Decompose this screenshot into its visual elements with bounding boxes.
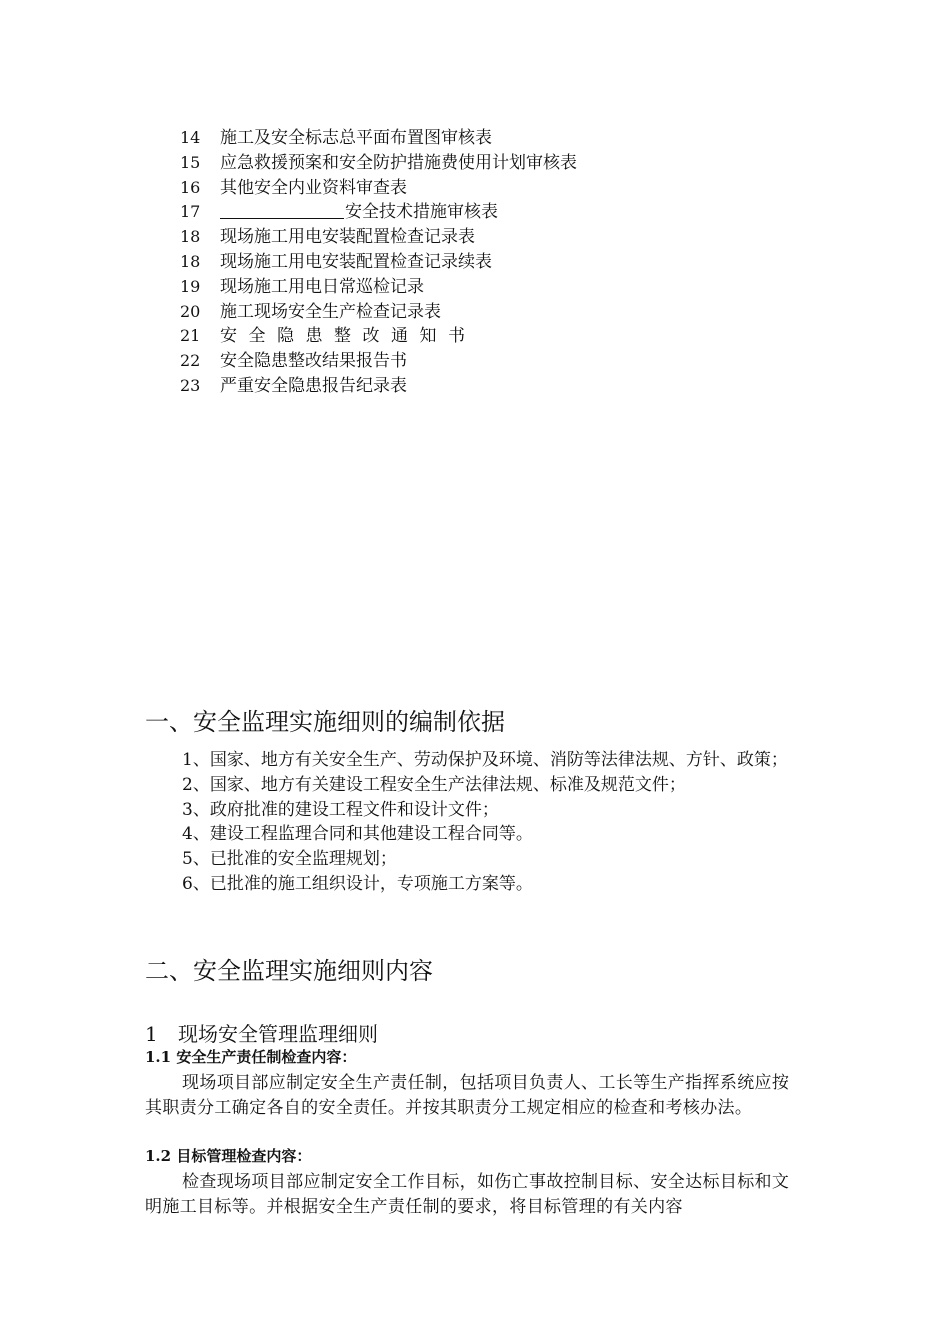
basis-item-number: 4 [182, 824, 193, 845]
basis-item-text: 、政府批准的建设工程文件和设计文件； [192, 799, 499, 820]
list-item-number: 20 [180, 301, 201, 321]
section-heading: 一、安全监理实施细则的编制依据 [145, 708, 505, 736]
basis-list [145, 748, 815, 897]
subsection-heading [145, 1020, 378, 1048]
basis-item-number: 5 [182, 849, 193, 870]
blank-underline [220, 201, 344, 219]
item-heading [145, 1046, 356, 1068]
list-item-number: 14 [180, 128, 201, 147]
body-paragraph: 检查现场项目部应制定安全工作目标，如伤亡事故控制目标、安全达标目标和文明施工目标等。并根据安全生产责任制的要求，将目标管理的有关内容 [145, 1172, 790, 1217]
basis-item-text: 、已批准的施工组织设计，专项施工方案等。 [192, 873, 533, 894]
list-item [180, 374, 820, 399]
list-item-text: 施工现场安全生产检查记录表 [220, 301, 441, 322]
list-item-number: 18 [180, 227, 201, 247]
list-item-text: 严重安全隐患报告纪录表 [220, 375, 407, 396]
list-item-number: 18 [180, 251, 201, 271]
basis-item [145, 822, 815, 847]
list-item-text: 安全隐患整改通知书 [220, 326, 477, 347]
basis-item-number: 3 [182, 799, 193, 820]
basis-item [145, 773, 815, 798]
list-item-number: 23 [180, 375, 201, 395]
list-item [180, 176, 820, 201]
list-item-number: 22 [180, 351, 201, 371]
basis-item-text: 、已批准的安全监理规划； [192, 849, 397, 870]
basis-item-text: 、国家、地方有关安全生产、劳动保护及环境、消防等法律法规、方针、政策； [192, 750, 788, 770]
subsection-number: 1 [145, 1022, 158, 1046]
list-item [180, 349, 820, 374]
form-list [180, 126, 820, 399]
basis-item [145, 847, 815, 872]
list-item-text: 应急救援预案和安全防护措施费使用计划审核表 [220, 152, 577, 173]
list-item [180, 324, 820, 349]
item-heading-title: 安全生产责任制检查内容： [176, 1048, 357, 1066]
list-item [180, 275, 820, 300]
item-heading-title: 目标管理检查内容： [176, 1147, 312, 1165]
list-item-text: 现场施工用电安装配置检查记录表 [220, 227, 475, 248]
list-item-number: 15 [180, 152, 201, 172]
list-item-text: 现场施工用电安装配置检查记录续表 [220, 251, 492, 272]
list-item [180, 250, 820, 275]
list-item-number: 17 [180, 202, 201, 222]
list-item-number: 21 [180, 326, 201, 346]
item-heading-number: 1.2 [145, 1147, 172, 1165]
subsection-title: 现场安全管理监理细则 [178, 1022, 378, 1046]
basis-item-text: 、国家、地方有关建设工程安全生产法律法规、标准及规范文件； [192, 774, 686, 795]
body-paragraph: 现场项目部应制定安全生产责任制，包括项目负责人、工长等生产指挥系统应按其职责分工确定各自的安全责任。并按其职责分工规定相应的检查和考核办法。 [145, 1073, 790, 1118]
basis-item-number: 6 [182, 873, 193, 894]
item-heading [145, 1145, 311, 1167]
basis-item [145, 798, 815, 823]
basis-item [145, 748, 815, 773]
basis-item [145, 872, 815, 897]
list-item-text: 现场施工用电日常巡检记录 [220, 276, 424, 297]
list-item-number: 16 [180, 177, 201, 197]
basis-item-number: 1 [182, 750, 193, 770]
basis-item-number: 2 [182, 774, 193, 795]
list-item-text: 施工及安全标志总平面布置图审核表 [220, 128, 492, 148]
list-item [180, 300, 820, 325]
section-heading: 二、安全监理实施细则内容 [145, 957, 433, 985]
list-item-number: 19 [180, 276, 201, 296]
list-item-text: 其他安全内业资料审查表 [220, 177, 407, 198]
list-item [180, 225, 820, 250]
list-item [180, 151, 820, 176]
list-item-text: 安全技术措施审核表 [345, 202, 498, 223]
list-item-text: 安全隐患整改结果报告书 [220, 351, 407, 372]
list-item [180, 200, 820, 225]
list-item [180, 126, 820, 151]
basis-item-text: 、建设工程监理合同和其他建设工程合同等。 [192, 824, 533, 845]
item-heading-number: 1.1 [145, 1048, 172, 1066]
